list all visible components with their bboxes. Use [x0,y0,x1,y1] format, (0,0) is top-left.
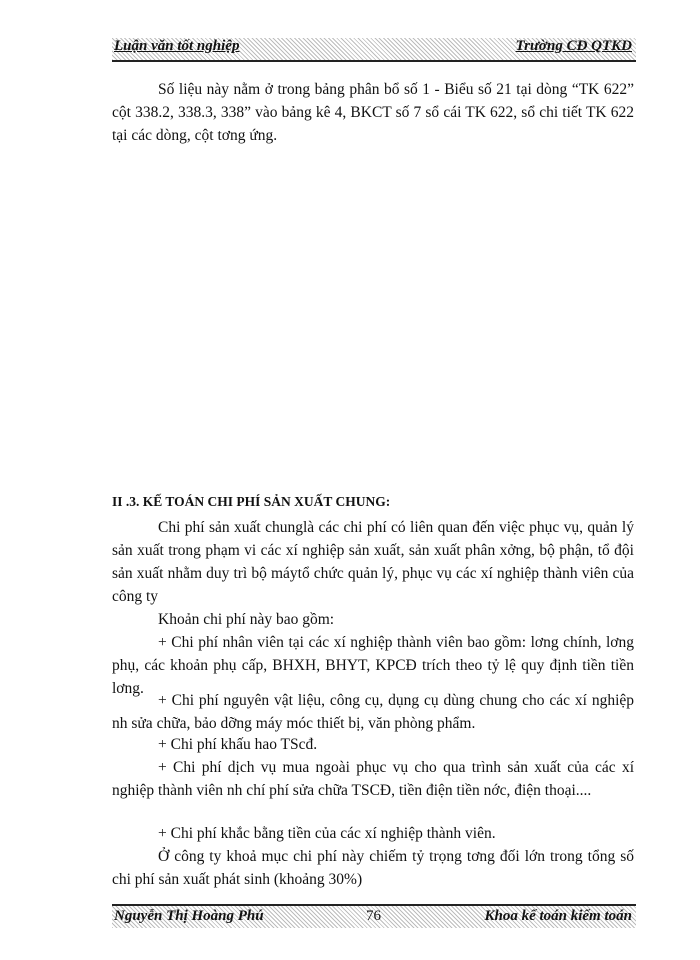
footer-page-number: 76 [366,908,381,924]
header-school-label: Trường CĐ QTKD [515,38,632,54]
section-heading: II .3. KẾ TOÁN CHI PHÍ SẢN XUẤT CHUNG: [112,494,391,509]
list-item-materials: + Chi phí nguyên vật liệu, công cụ, dụng cụ dùng chung cho các xí nghiệp nh sửa chữa, bảo dỡng máy móc thiết bị, văn phòng phẩm. [112,692,634,732]
paragraph-includes: Khoản chi phí này bao gồm: [158,611,335,628]
page-header [112,38,636,62]
page-footer [112,904,636,928]
list-item-staff-costs: + Chi phí nhân viên tại các xí nghiệp thành viên bao gồm: lơng chính, lơng phụ, các khoản phụ cấp, BHXH, BHYT, KPCĐ trích theo tỷ lệ quy định tiền tiền lơng. [112,634,634,697]
footer-author: Nguyễn Thị Hoàng Phú [114,908,264,924]
paragraph-proportion: Ở công ty khoả mục chi phí này chiếm tỷ trọng tơng đối lớn trong tổng số chi phí sản xuất phát sinh (khoảng 30%) [112,848,634,888]
paragraph-definition: Chi phí sản xuất chunglà các chi phí có liên quan đến việc phục vụ, quản lý sản xuất trong phạm vi các xí nghiệp sản xuất, sản xuất phân xởng, bộ phận, tổ đội sản xuất nhằm duy trì bộ máytổ chức quản lý, phục vụ các xí nghiệp thành viên của công ty [112,519,634,605]
list-item-services: + Chi phí dịch vụ mua ngoài phục vụ cho qua trình sản xuất của các xí nghiệp thành viên nh chí phí sửa chữa TSCĐ, tiền điện tiền nớc, điện thoại.... [112,759,634,799]
list-item-depreciation: + Chi phí khấu hao TScđ. [158,736,318,753]
footer-department: Khoa kế toán kiểm toán [484,908,632,924]
paragraph-data-source: Số liệu này nằm ở trong bảng phân bổ số 1 - Biểu số 21 tại dòng “TK 622” cột 338.2, 338.3, 338” vào bảng kê 4, BKCT số 7 sổ cái TK 622, sổ chi tiết TK 622 tại các dòng, cột tơng ứng. [112,81,634,144]
header-thesis-label: Luận văn tốt nghiệp [114,38,240,54]
list-item-other-costs: + Chi phí khắc bằng tiền của các xí nghiệp thành viên. [158,825,496,842]
